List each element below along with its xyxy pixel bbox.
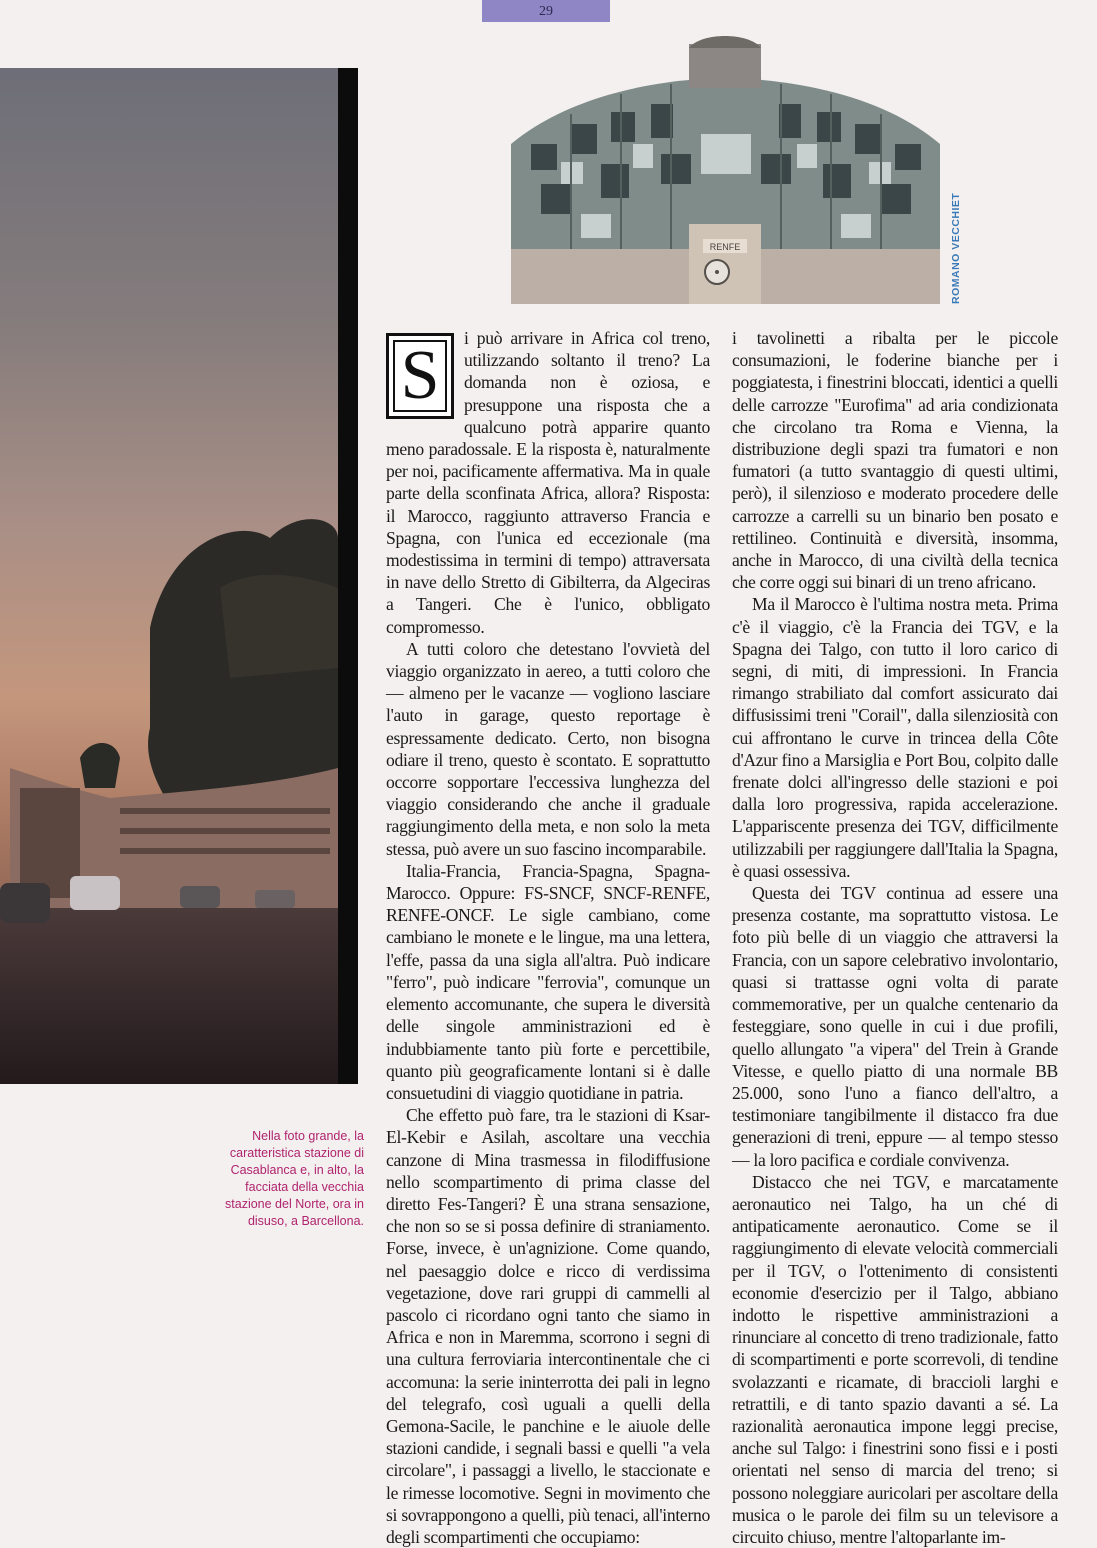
paragraph: Che effetto può fare, tra le stazioni di Ksar-El-Kebir e Asilah, ascoltare una vecchia canzone di Mina trasmessa in filodiffusione nello scompartimento di prima classe del diretto Fes-Tangeri? È una strana sensazione, che non so se si possa definire di straniamento. Forse, invece, è un'agnizione. Come quando, nel paesaggio dolce e ricco di verdissima vegetazione, dove rari gruppi di cammelli al pascolo ci ricordano ogni tanto che siamo in Africa e non in Maremma, scorrono i segni di una cultura ferroviaria intercontinentale che ci accomuna: la serie ininterrotta dei pali in legno del telegrafo, così uguali a quelli della Gemona-Sacile, le panchine e le aiuole delle stazioni candide, i segnali bassi e quelli "a vela circolare", i passaggi a livello, le staccionate e le rimesse locomotive. Segni in movimento che si sovrappongono a quelli, più tenaci, all'interno degli scompartimenti che occupiamo: [386,1105,710,1547]
drop-cap: S [386,333,454,419]
paragraph: A tutti coloro che detestano l'ovvietà del viaggio organizzato in aereo, a tutti coloro che — almeno per le vacanze — vogliono lasciare l'auto in garage, questo reportage è espressamente dedicato. Certo, non bisogna odiare il treno, questo è scontato. E soprattutto occorre sopportare l'eccessiva lunghezza del viaggio considerando che anche il graduale raggiungimento della meta, e non solo la meta stessa, può avere un suo fascino incomparabile. [386,638,710,859]
photo-caption: Nella foto grande, la caratteristica stazione di Casablanca e, in alto, la facciata della vecchia stazione del Norte, ora in disuso, a Barcellona. [225,1129,364,1228]
norte-station-facade-photo [511,34,940,304]
paragraph: i può arrivare in Africa col treno, utilizzando soltanto il treno? La domanda non è oziosa, e presuppone una risposta che a qualcuno potrà apparire quanto meno paradossale. E la risposta è, naturalmente per noi, pacificamente affermativa. Ma in quale parte della sconfinata Africa, allora? Risposta: il Marocco, raggiunto attraverso Francia e Spagna, con l'unica ed eccezionale (ma modestissima in termini di tempo) attraversata in nave dello Stretto di Gibilterra, da Algeciras a Tangeri. Che è l'unico, obbligato compromesso. [386,328,710,637]
article-column-2 [732,327,1058,1548]
article-column-1 [386,327,710,1548]
casablanca-station-photo [0,68,358,1084]
photo-credit: ROMANO VECCHIET [950,192,962,304]
paragraph: i tavolinetti a ribalta per le piccole consumazioni, le foderine bianche per i poggiatesta, i finestrini bloccati, identici a quelli delle carrozze "Eurofima" ad aria condizionata che circolano tra Roma e Vienna, la distribuzione degli spazi tra fumatori e non fumatori (a tutto svantaggio di questi ultimi, però), il silenzioso e moderato procedere delle carrozze a carrelli su un binario ben posato e rettilineo. Continuità e diversità, insomma, anche in Marocco, di una civiltà della tecnica che corre oggi sui binari di un treno africano. [732,328,1058,593]
paragraph: Ma il Marocco è l'ultima nostra meta. Prima c'è il viaggio, c'è la Francia dei TGV, e la Spagna dei Talgo, con tutto il loro carico di segni, di miti, di impressioni. In Francia rimango strabiliato dal comfort assicurato dai diffusissimi treni "Corail", dalla silenziosità con cui affrontano le curve in trincea della Côte d'Azur fino a Marsiglia e Port Bou, colpito dalle frenate dolci all'ingresso delle stazioni e poi dalla loro progressiva, rapida accelerazione. L'appariscente presenza dei TGV, difficilmente utilizzabili per raggiungere dall'Italia la Spagna, è quasi ossessiva. [732,594,1058,881]
paragraph: Questa dei TGV continua ad essere una presenza costante, ma soprattutto vistosa. Le foto più belle di un viaggio che attraversi la Francia, con un sapore celebrativo involontario, quasi si trattasse ogni volta di parate commemorative, per un qualche centenario da festeggiare, sono quelle in cui i due profili, quello allungato "a vipera" del Trein à Grande Vitesse, e quello piatto di una normale BB 25.000, sono l'uno a fianco dell'altro, a testimoniare tangibilmente il distacco fra due generazioni di treni, eppure — al tempo stesso — la loro pacifica e cordiale convivenza. [732,883,1058,1170]
paragraph: Italia-Francia, Francia-Spagna, Spagna-Marocco. Oppure: FS-SNCF, SNCF-RENFE, RENFE-ONCF. Le sigle cambiano, come cambiano le monete e le lingue, ma una lettera, l'effe, passa da una sigla all'altra. Può indicare "ferro", può indicare "ferrovia", comunque un elemento accomunante, che supera le diversità delle singole amministrazioni ed è indubbiamente tanto più forte e percettibile, quanto più geograficamente lontani si è dalle consuetudini di viaggio quotidiane in patria. [386,860,710,1103]
paragraph: Distacco che nei TGV, e marcatamente aeronautico nei Talgo, ha un ché di antipaticamente aeronautico. Come se il raggiungimento di elevate velocità commerciali per il TGV, o l'ottenimento di consistenti economie d'esercizio per il Talgo, abbiano indotto le rispettive amministrazioni a rinunciare al concetto di treno tradizionale, fatto di scompartimenti e porte scorrevoli, di tendine svolazzanti e ricamate, di braccioli larghi e retrattili, e di tanto spazio davanti a sé. La razionalità aeronautica impone leggi precise, anche sul Talgo: i finestrini sono fissi e i posti orientati nel senso di marcia del treno; si possono noleggiare auricolari per ascoltare della musica o le parole dei film su un televisore a circuito chiuso, mentre l'altoparlante im- [732,1171,1058,1547]
page-number: 29 [482,0,610,22]
renfe-sign: RENFE [709,242,741,252]
